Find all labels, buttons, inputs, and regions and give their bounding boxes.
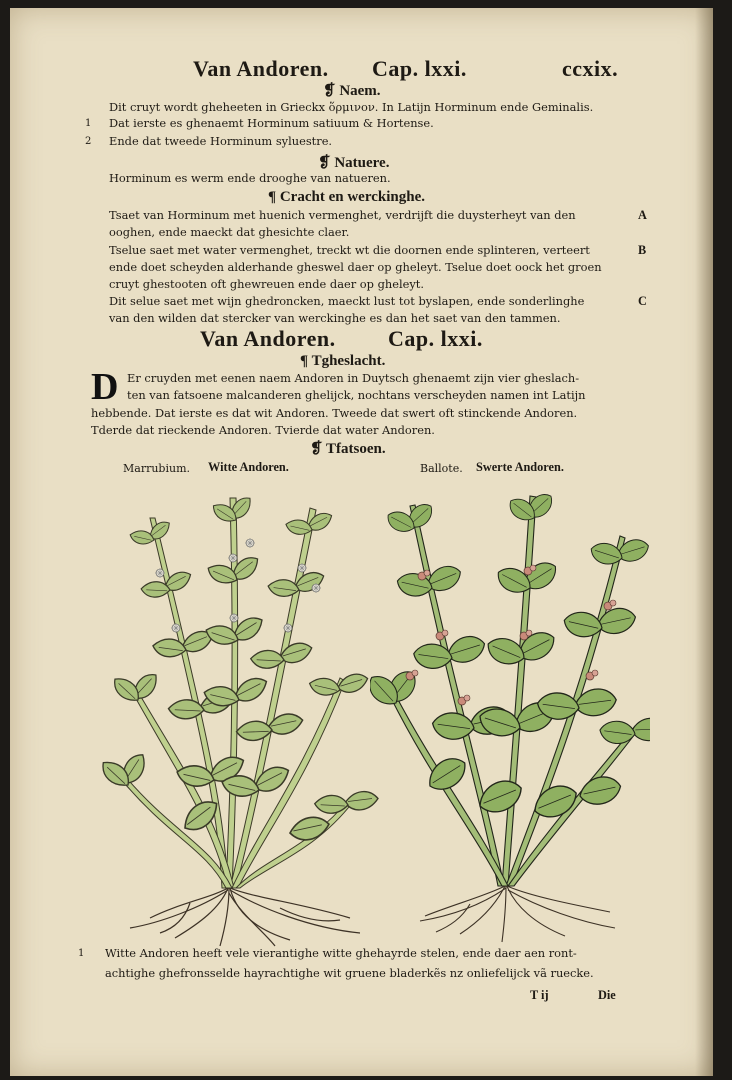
book-page [10,8,713,1076]
heading-cracht: ¶ Cracht en werckinghe. [268,189,425,205]
heading-natuere: ❡ Natuere. [318,155,390,171]
cracht-line-2: ooghen, ende maeckt dat ghesichte claer. [109,225,350,239]
caption-left-dutch: Witte Andoren. [208,460,289,474]
cracht-line-4: ende doet scheyden alderhande gheswel daer op gheleyt. Tselue doet oock het groen [109,260,602,274]
margin-number-2: 2 [85,136,92,147]
naem-line: Dit cruyt wordt gheheeten in Grieckx ὅρμινον. In Latijn Horminum ende Geminalis. [109,100,594,114]
margin-letter-c: C [638,294,647,308]
swerte-andoren-woodcut [370,476,650,946]
heading-naem: ❡ Naem. [323,83,381,99]
caption-left-latin: Marrubium. [123,462,190,475]
description-line-1: Witte Andoren heeft vele vierantighe witte ghehayrde stelen, ende daer aen ront- [105,946,577,960]
cracht-line-7: van den wilden dat stercker van werckinghe es dan het saet van den tammen. [109,311,561,325]
signature-mark: T ij [530,988,549,1002]
cracht-line-1: Tsaet van Horminum met huenich vermenghet, verdrijft die duysterheyt van den [109,208,576,222]
witte-andoren-woodcut [90,478,380,948]
chapter2-title: Van Andoren. [200,326,336,351]
header-folio: ccxix. [562,56,619,81]
margin-number-bottom: 1 [78,948,85,959]
gheslacht-line-3: hebbende. Dat ierste es dat wit Andoren. Tweede dat swert oft stinckende Andoren. [91,406,578,420]
cracht-line-5: cruyt ghestooten oft ghewreuen ende daer op gheleyt. [109,277,424,291]
cracht-line-6: Dit selue saet met wijn ghedroncken, maeckt lust tot byslapen, ende sonderlinghe [109,294,585,308]
chapter2-number: Cap. lxxi. [388,326,483,351]
drop-cap-initial: D [91,366,119,408]
gheslacht-line-2: ten van fatsoene malcanderen ghelijck, nochtans verscheyden namen int Latijn [127,388,586,402]
caption-right-latin: Ballote. [420,462,463,475]
margin-letter-b: B [638,243,647,257]
margin-letter-a: A [638,208,647,222]
header-title: Van Andoren. [193,56,329,81]
page-gutter-shadow [695,8,713,1076]
header-chapter: Cap. lxxi. [372,56,467,81]
margin-number-1: 1 [85,118,92,129]
heading-fatsoen: ❡ Tfatsoen. [310,441,386,457]
gheslacht-line-1: Er cruyden met eenen naem Andoren in Duytsch ghenaemt zijn vier gheslach- [127,371,580,385]
gheslacht-line-4: Tderde dat rieckende Andoren. Tvierde dat water Andoren. [91,423,435,437]
naem-item-1: Dat ierste es ghenaemt Horminum satiuum & Hortense. [109,116,434,130]
description-line-2: achtighe ghefronsselde hayrachtighe wit gruene bladerkẽs nz onliefelijck vã ruecke. [105,966,594,980]
heading-gheslacht: ¶ Tgheslacht. [300,353,386,369]
cracht-line-3: Tselue saet met water vermenghet, treckt wt die doornen ende splinteren, verteert [109,243,590,257]
catchword: Die [598,988,616,1002]
naem-item-2: Ende dat tweede Horminum syluestre. [109,134,333,148]
caption-right-dutch: Swerte Andoren. [476,460,564,474]
natuere-text: Horminum es werm ende drooghe van natueren. [109,171,391,185]
